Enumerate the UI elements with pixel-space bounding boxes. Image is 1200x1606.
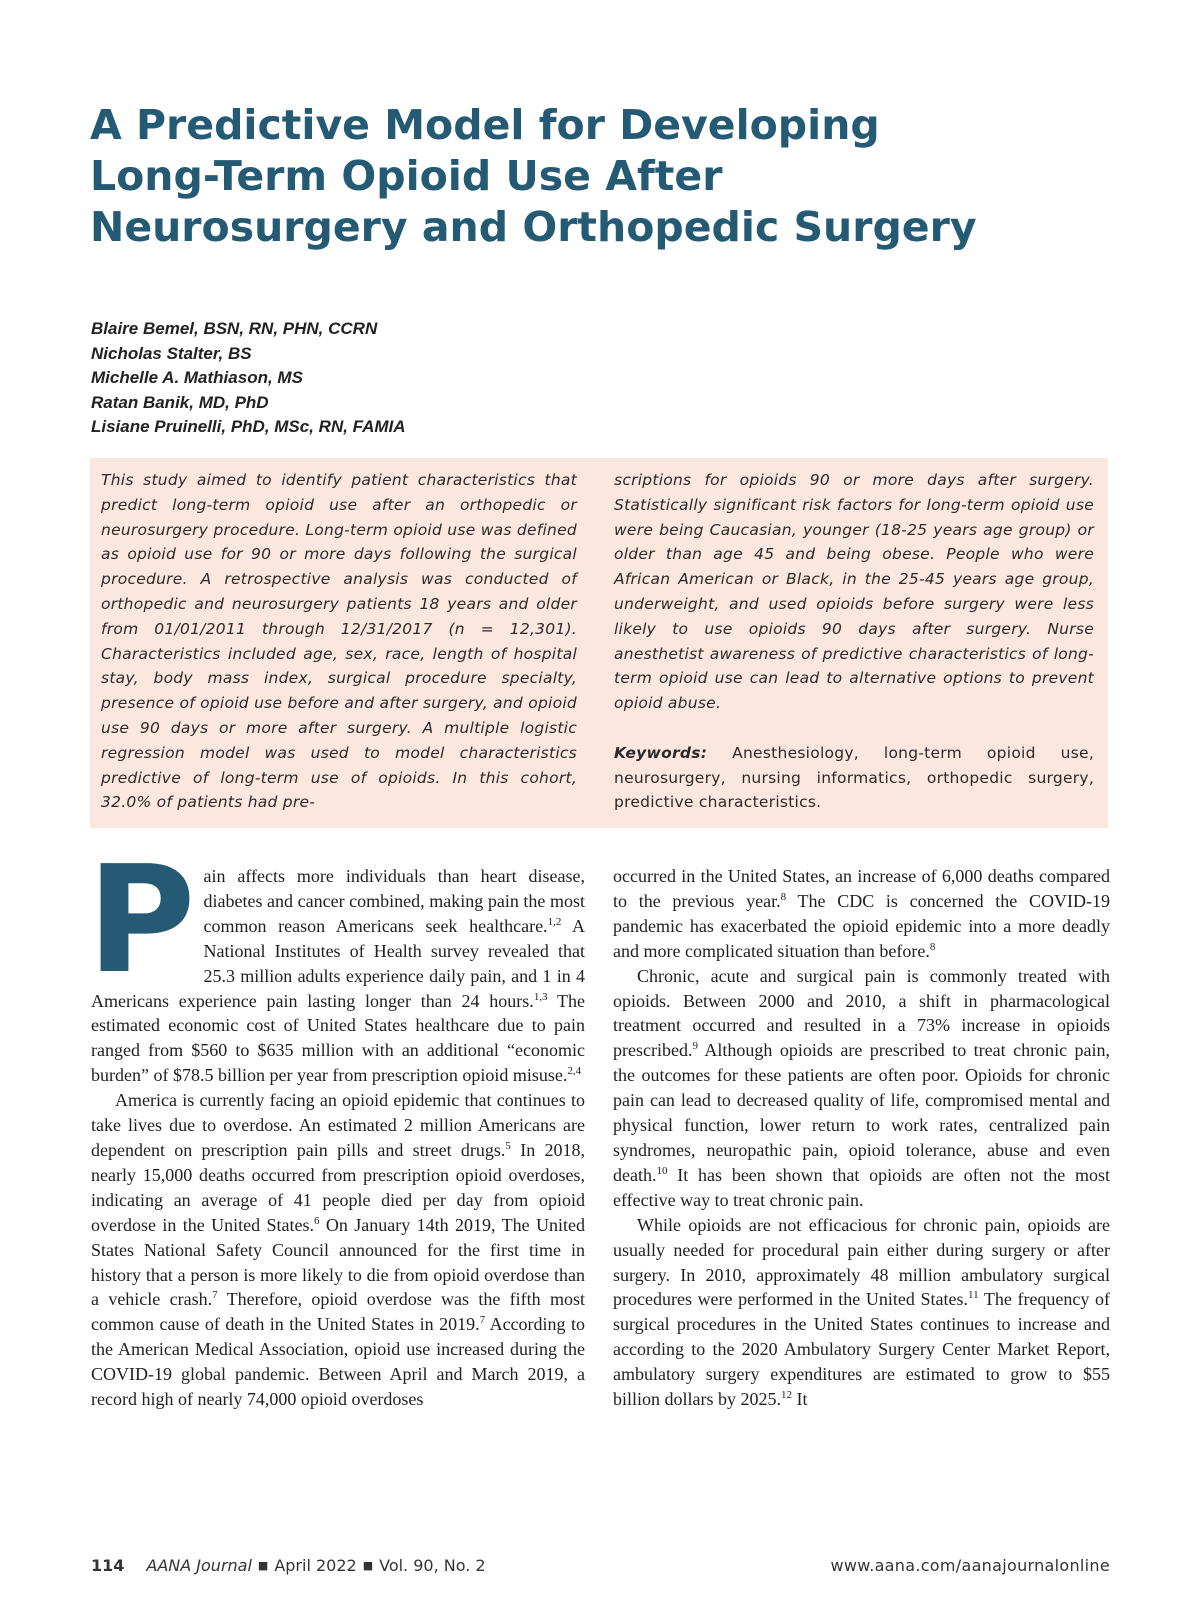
body-paragraph: occurred in the United States, an increase of 6,000 deaths compared to the previous year.$^8$ The CDC is concerned the COVID-19 pandemic has exacerbated the opioid epidemic into a more deadly and more complicated situation than before.$^8$ (613, 866, 1110, 961)
body-right-column (613, 864, 1110, 1412)
keywords-label: Keywords: (614, 743, 708, 762)
author-name: Ratan Banik, MD, PhD (91, 392, 269, 412)
body-paragraph: While opioids are not efficacious for chronic pain, opioids are usually needed for procedural pain either during surgery or after surgery. In 2010, approximately 48 million ambulatory surgical procedures were performed in the United States.$^{11}$ The frequency of surgical procedures in the United States continues to increase and according to the 2020 Ambulatory Surgery Center Market Report, ambulatory surgery expenditures are estimated to grow to $55 billion dollars by 2025.12 It (613, 1214, 1111, 1410)
body-paragraph: Chronic, acute and surgical pain is commonly treated with opioids. Between 2000 and 2010, a shift in pharmacological treatment occurred and resulted in a 73% increase in opioids prescribed.$^9$ Although opioids are prescribed to treat chronic pain, the outcomes for these patients are often poor. Opioids for chronic pain can lead to decreased quality of life, compromised mental and physical function, lower return to work rates, centralized pain syndromes, neuropathic pain, opioid tolerance, abuse and even death.$^{10}$ It has been shown that opioids are often not the most effective way to treat chronic pain. (613, 965, 1110, 1210)
volume-issue: Vol. 90, No. 2 (379, 1556, 486, 1575)
citation: 9 (692, 1040, 698, 1053)
abstract-box (90, 458, 1108, 828)
author-list (91, 317, 406, 440)
separator-icon: ■ (362, 1559, 374, 1572)
keywords (614, 741, 1094, 815)
author-name: Blaire Bemel, BSN, RN, PHN, CCRN (91, 319, 378, 338)
body-paragraph: America is currently facing an opioid epidemic that continues to take lives due to overdose. An estimated 2 million Americans are dependent on prescription pain pills and street drugs.$^5$ In 2018, nearly 15,000 deaths occurred from prescription opioid overdoses, indicating an average of 41 people died per day from opioid overdose in the United States.$^6$ On January 14th 2019, The United States National Safety Council announced for the first time in history that a person is more likely to die from opioid overdose than a vehicle crash.$^7$ Therefore, opioid overdose was the fifth most common cause of death in the United States in 2019.$^7$ According to the American Medical Association, opioid use increased during the COVID-19 global pandemic. Between April and March 2019, a record high of nearly 74,000 opioid overdoses (91, 1090, 586, 1410)
citation: 8 (929, 940, 936, 953)
drop-cap: P (87, 834, 196, 1006)
citation: 2,4 (567, 1065, 582, 1078)
page-number: 114 (91, 1556, 125, 1575)
body-left-column (87, 834, 586, 1412)
citation: 10 (656, 1164, 668, 1177)
citation: 1,2 (547, 915, 562, 928)
abstract-right-column (614, 468, 1094, 815)
citation: 11 (968, 1289, 979, 1302)
citation: 5 (505, 1139, 511, 1152)
citation: 1,3 (533, 990, 548, 1003)
separator-icon: ■ (257, 1559, 269, 1572)
abstract-left-column (101, 468, 577, 815)
keywords-list: Anesthesiology, long-term opioid use, neurosurgery, nursing informatics, orthopedic surgery, predictive characteristics. (614, 743, 1094, 812)
footer-citation (91, 1556, 486, 1575)
issue-date: April 2022 (274, 1556, 357, 1575)
author-name: Nicholas Stalter, BS (91, 343, 252, 363)
abstract-text: This study aimed to identify patient characteristics that predict long-term opioid use after an orthopedic or neurosurgery procedure. Long-term opioid use was defined as opioid use for 90 or more days following the surgical procedure. A retrospective analysis was conducted of orthopedic and neurosurgery patients 18 years and older from 01/01/2011 through 12/31/2017 (n = 12,301). Characteristics included age, sex, race, length of hospital stay, body mass index, surgical procedure specialty, presence of opioid use before and after surgery, and opioid use 90 days or more after surgery. A multiple logistic regression model was used to model characteristics predictive of long-term use of opioids. In this cohort, 32.0% of patients had pre- (101, 471, 577, 812)
citation: 7 (212, 1289, 218, 1302)
citation: 7 (479, 1314, 486, 1327)
article-title: A Predictive Model for Developing Long-Term Opioid Use After Neurosurgery and Orthopedic Surgery (90, 101, 977, 251)
author-name: Lisiane Pruinelli, PhD, MSc, RN, FAMIA (91, 417, 406, 436)
citation: 8 (780, 890, 787, 903)
body-paragraph: Pain affects more individuals than heart disease, diabetes and cancer combined, making pain the most common reason Americans seek healthcare.$^{1,2}$ A National Institutes of Health survey revealed that 25.3 million adults experience daily pain, and 1 in 4 Americans experience pain lasting longer than 24 hours.$^{1,3}$ The estimated economic cost of United States healthcare due to pain ranged from $560 to $635 million with an additional “economic burden” of $78.5 billion per year from prescription opioid misuse.$^{2,4}$ (87, 834, 585, 1086)
abstract-text: scriptions for opioids 90 or more days after surgery. Statistically significant risk factors for long-term opioid use were being Caucasian, younger (18-25 years age group) or older than age 45 and being obese. People who were African American or Black, in the 25-45 years age group, underweight, and used opioids before surgery were less likely to use opioids 90 days after surgery. Nurse anesthetist awareness of predictive characteristics of long-term opioid use can lead to alternative options to prevent opioid abuse. (614, 471, 1094, 713)
journal-name: AANA Journal (146, 1556, 252, 1575)
author-name: Michelle A. Mathiason, MS (91, 368, 303, 387)
journal-url[interactable]: www.aana.com/aanajournalonline (830, 1556, 1110, 1575)
citation: 12 (781, 1389, 792, 1402)
citation: 6 (314, 1214, 320, 1227)
